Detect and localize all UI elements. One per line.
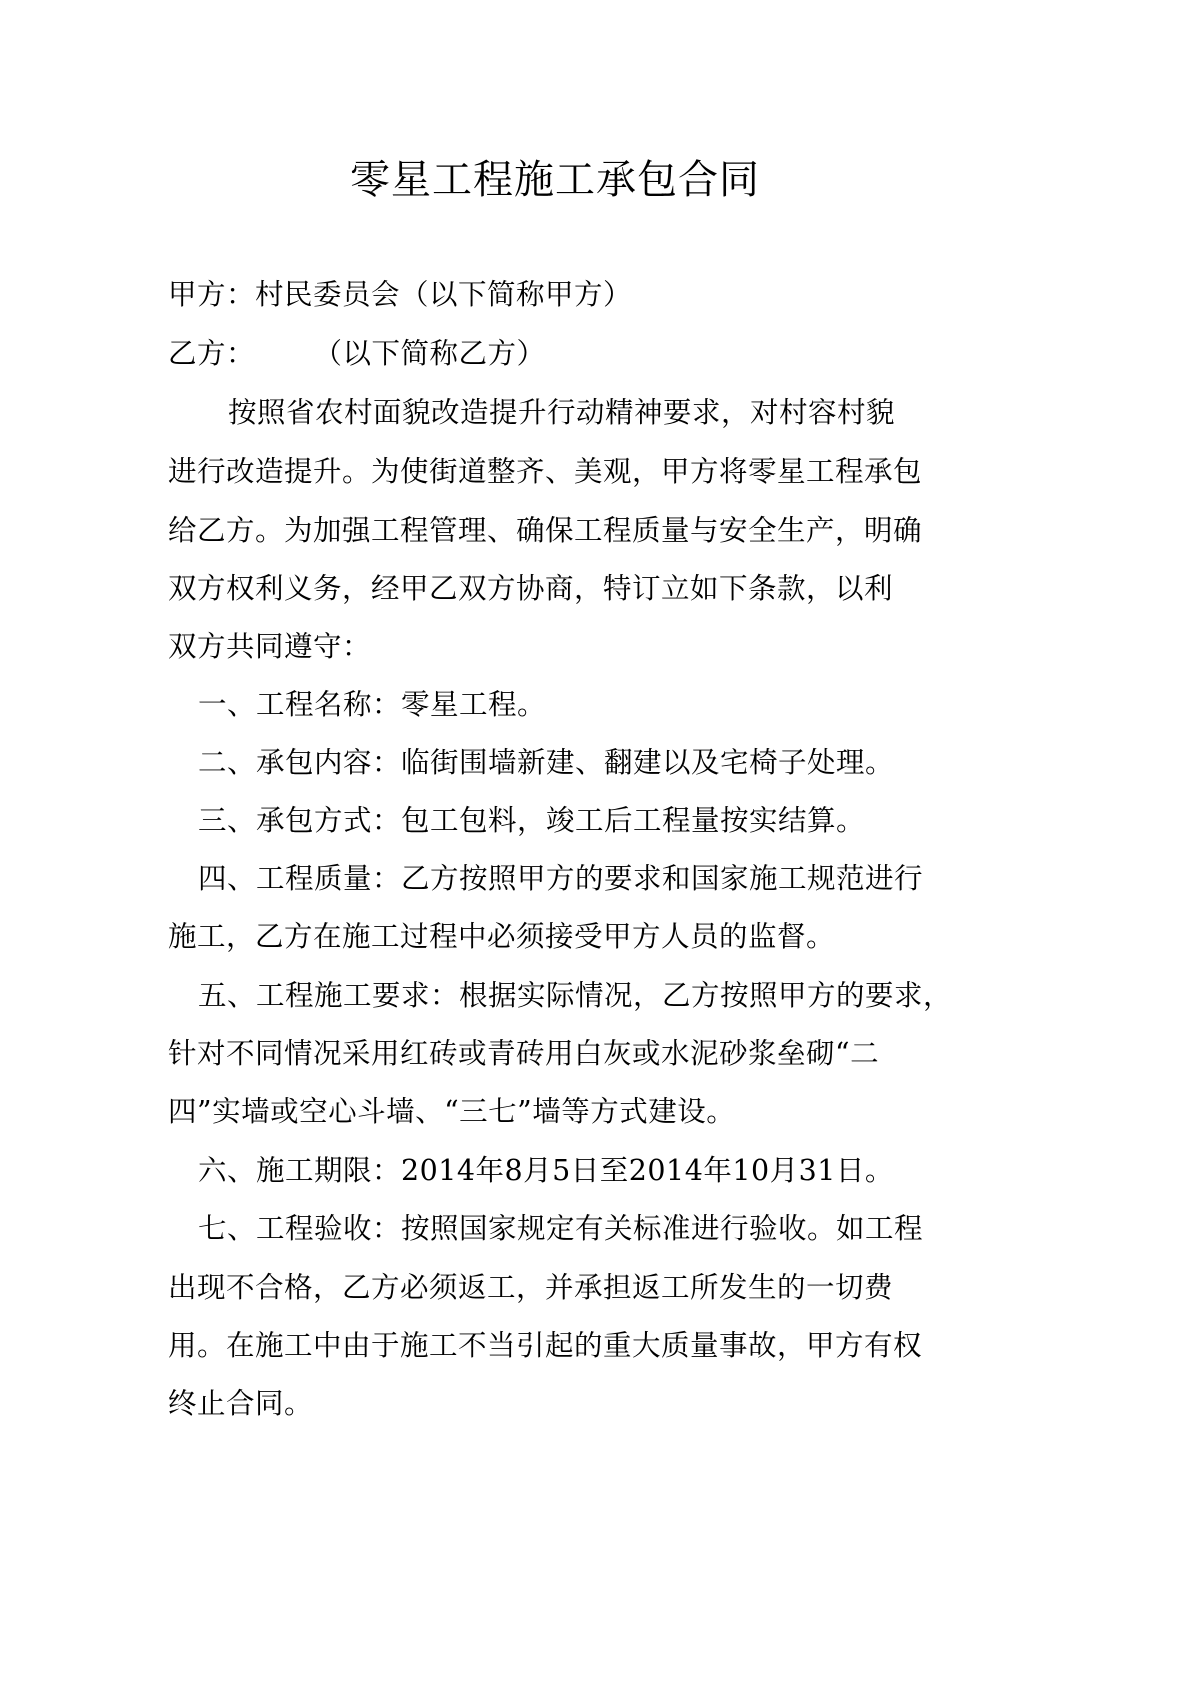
paragraph-line: 给乙方。为加强工程管理、确保工程质量与安全生产，明确 [168, 514, 923, 547]
paragraph-line: 进行改造提升。为使街道整齐、美观，甲方将零星工程承包 [168, 455, 923, 488]
paragraph-line: 七、工程验收：按照国家规定有关标准进行验收。如工程 [198, 1212, 924, 1245]
paragraph-line: 四、工程质量：乙方按照甲方的要求和国家施工规范进行 [198, 862, 924, 895]
paragraph-line: 四”实墙或空心斗墙、“三七”墙等方式建设。 [168, 1095, 736, 1128]
paragraph-line: 针对不同情况采用红砖或青砖用白灰或水泥砂浆垒砌“二 [168, 1037, 880, 1070]
paragraph-line: 用。在施工中由于施工不当引起的重大质量事故，甲方有权 [168, 1329, 923, 1362]
paragraph-line: 双方共同遵守： [168, 630, 372, 663]
paragraph-line: 乙方： （以下简称乙方） [168, 337, 546, 370]
paragraph-line: 二、承包内容：临街围墙新建、翻建以及宅椅子处理。 [198, 746, 895, 779]
paragraph-line: 一、工程名称：零星工程。 [198, 688, 547, 721]
paragraph-line: 甲方：村民委员会（以下简称甲方） [168, 278, 633, 311]
paragraph-line: 出现不合格，乙方必须返工，并承担返工所发生的一切费 [168, 1271, 894, 1304]
document-title: 零星工程施工承包合同 [350, 157, 760, 203]
paragraph-line: 按照省农村面貌改造提升行动精神要求，对村容村貌 [228, 396, 896, 429]
paragraph-line: 六、施工期限：2014年8月5日至2014年10月31日。 [198, 1154, 894, 1187]
paragraph-line: 三、承包方式：包工包料，竣工后工程量按实结算。 [198, 804, 866, 837]
paragraph-line: 施工，乙方在施工过程中必须接受甲方人员的监督。 [168, 920, 836, 953]
paragraph-line: 终止合同。 [168, 1387, 314, 1420]
paragraph-line: 五、工程施工要求：根据实际情况，乙方按照甲方的要求， [198, 979, 953, 1012]
paragraph-line: 双方权利义务，经甲乙双方协商，特订立如下条款，以利 [168, 572, 894, 605]
